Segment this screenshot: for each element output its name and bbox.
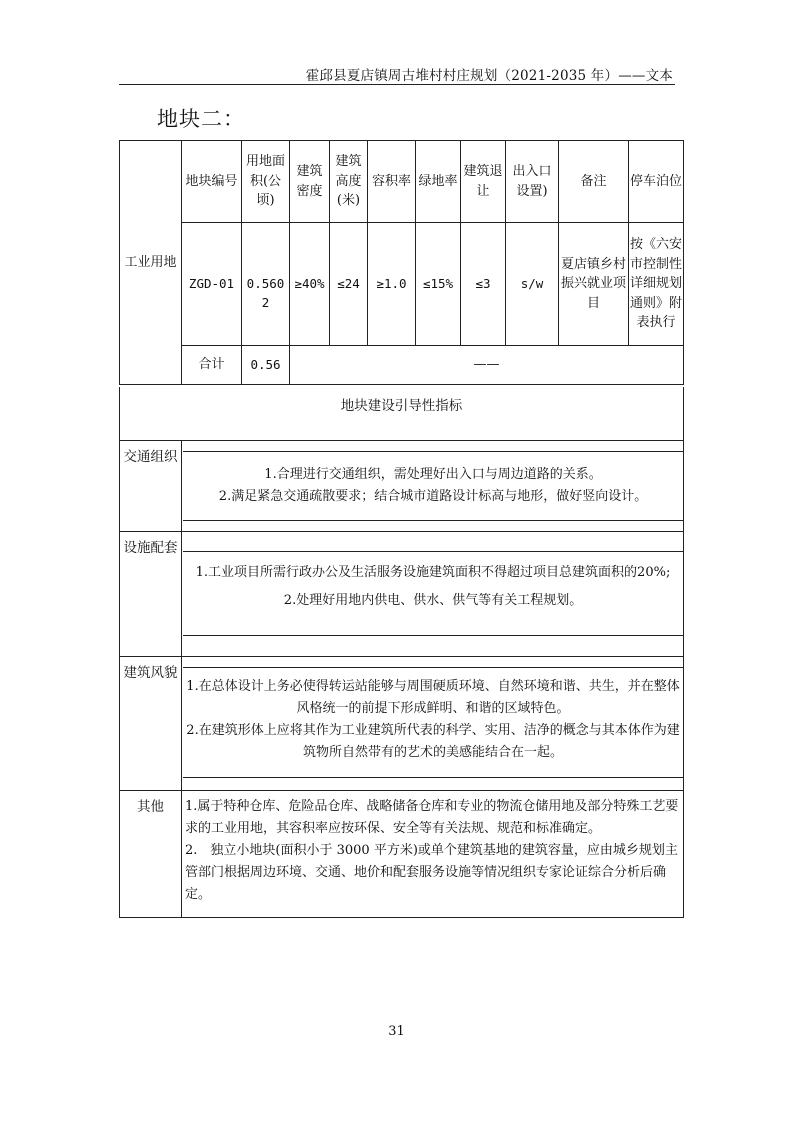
- col-header-density: 建筑密度: [290, 141, 330, 223]
- traffic-line-1: 1.合理进行交通组织，需处理好出入口与周边道路的关系。: [264, 467, 602, 482]
- style-line-1: 1.在总体设计上务必使得转运站能够与周围硬质环境、自然环境和谐、共生，并在整体风格统一的前提下形成鲜明、和谐的区域特色。: [186, 679, 680, 716]
- col-header-green: 绿地率: [416, 141, 461, 223]
- page-number: 31: [388, 1024, 405, 1039]
- total-label: 合计: [182, 346, 242, 385]
- other-line-2: 2. 独立小地块(面积小于 3000 平方米)或单个建筑基地的建筑容量，应由城乡规划主管部门根据周边环境、交通、地价和配套服务设施等情况组织专家论证综合分析后确定。: [185, 843, 678, 902]
- cell-id: ZGD-01: [182, 223, 242, 346]
- col-header-access: 出入口设置): [506, 141, 559, 223]
- section-title: 地块二：: [157, 107, 245, 131]
- other-line-1: 1.属于特种仓库、危险品仓库、战略储备仓库和专业的物流仓储用地及部分特殊工艺要求的工业用地，其容积率应按环保、安全等有关法规、规范和标准确定。: [185, 799, 679, 836]
- facilities-line-1: 1.工业项目所需行政办公及生活服务设施建筑面积不得超过项目总建筑面积的20%;: [195, 565, 671, 580]
- total-value: 0.56: [242, 346, 290, 385]
- cell-remark: 夏店镇乡村振兴就业项目: [559, 223, 629, 346]
- section-style: [119, 656, 684, 791]
- guidance-title: 地块建设引导性指标: [119, 387, 684, 441]
- col-header-setback: 建筑退让: [461, 141, 506, 223]
- traffic-line-2: 2.满足紧急交通疏散要求；结合城市道路设计标高与地形，做好竖向设计。: [218, 489, 648, 504]
- category-cell: 工业用地: [120, 141, 182, 385]
- col-header-parking: 停车泊位: [629, 141, 684, 223]
- cell-access: s/w: [506, 223, 559, 346]
- cell-parking: 按《六安市控制性详细规划通则》附表执行: [629, 223, 684, 346]
- section-content-facilities: [183, 531, 683, 656]
- col-header-far: 容积率: [368, 141, 416, 223]
- section-other: [119, 790, 684, 918]
- section-traffic: [119, 440, 684, 532]
- section-label-other: 其他: [120, 790, 182, 917]
- col-header-id: 地块编号: [182, 141, 242, 223]
- cell-far: ≥1.0: [368, 223, 416, 346]
- section-facilities: [119, 531, 684, 657]
- col-header-area: 用地面积(公顷): [242, 141, 290, 223]
- section-label-style: 建筑风貌: [120, 656, 182, 790]
- cell-setback: ≤3: [461, 223, 506, 346]
- cell-area: 0.5602: [242, 223, 290, 346]
- cell-density: ≥40%: [290, 223, 330, 346]
- total-dash: ——: [290, 346, 684, 385]
- section-content-other: [183, 790, 683, 917]
- section-label-traffic: 交通组织: [120, 440, 182, 531]
- col-header-remark: 备注: [559, 141, 629, 223]
- plot-index-table: [119, 140, 684, 385]
- section-label-facilities: 设施配套: [120, 531, 182, 656]
- cell-green: ≤15%: [416, 223, 461, 346]
- header-rule: [119, 84, 675, 85]
- col-header-height: 建筑高度(米): [330, 141, 368, 223]
- style-line-2: 2.在建筑形体上应将其作为工业建筑所代表的科学、实用、洁净的概念与其本体作为建筑物所自然带有的艺术的美感能结合在一起。: [186, 723, 680, 760]
- running-header: 霍邱县夏店镇周古堆村村庄规划（2021-2035 年）——文本: [305, 68, 673, 84]
- facilities-line-2: 2.处理好用地内供电、供水、供气等有关工程规划。: [283, 593, 583, 608]
- section-content-style: [183, 656, 683, 790]
- cell-height: ≤24: [330, 223, 368, 346]
- section-content-traffic: [183, 440, 683, 531]
